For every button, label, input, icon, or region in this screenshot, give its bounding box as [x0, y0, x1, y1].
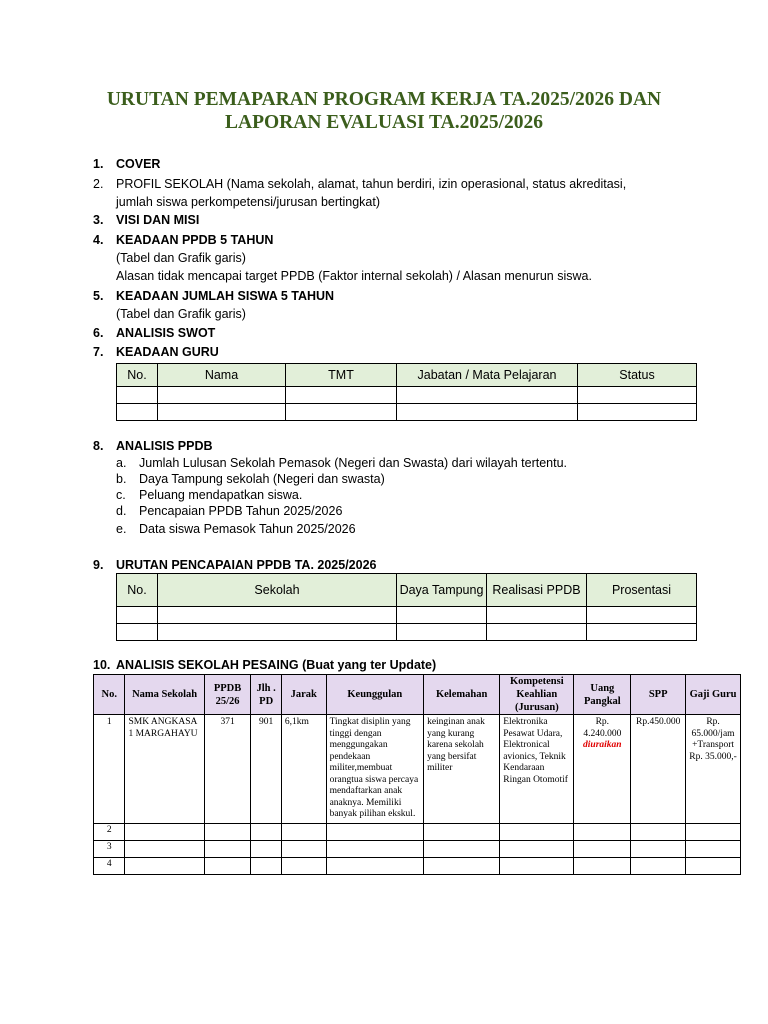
table-row — [117, 624, 697, 641]
header-nama: Nama — [158, 364, 286, 387]
cell-kelemahan: keinginan anak yang kurang karena sekolah yang bersifat militer — [424, 715, 500, 824]
cell-spp: Rp.450.000 — [631, 715, 686, 824]
pencapaian-table — [116, 573, 697, 641]
table-row — [94, 715, 741, 824]
pesaing-table — [93, 674, 741, 875]
header-no: No. — [117, 364, 158, 387]
header-realisasi: Realisasi PPDB — [487, 574, 587, 607]
header-prosentasi: Prosentasi — [587, 574, 697, 607]
ppdb-note-1: (Tabel dan Grafik garis) — [116, 251, 246, 265]
list-item-analisis-ppdb: 8. ANALISIS PPDB — [93, 439, 213, 453]
list-item-visi-misi: 3. VISI DAN MISI — [93, 213, 200, 227]
guru-table — [116, 363, 697, 421]
header-jlh-pd: Jlh . PD — [251, 675, 281, 715]
list-item-keadaan-guru: 7. KEADAAN GURU — [93, 345, 219, 359]
header-nama-sekolah: Nama Sekolah — [125, 675, 204, 715]
guru-table-header — [117, 364, 697, 387]
title-line-1: URUTAN PEMAPARAN PROGRAM KERJA TA.2025/2026 DAN — [106, 89, 662, 110]
header-no: No. — [94, 675, 125, 715]
ppdb-point-d: d. Pencapaian PPDB Tahun 2025/2026 — [116, 504, 343, 518]
ppdb-point-b: b. Daya Tampung sekolah (Negeri dan swasta) — [116, 472, 385, 486]
cell-keunggulan: Tingkat disiplin yang tinggi dengan menggungakan pendekaan militer,membuat orangtua siswa percaya mendaftarkan anak anaknya. Memiliki banyak pilihan ekskul. — [326, 715, 424, 824]
header-ppdb: PPDB 25/26 — [204, 675, 251, 715]
table-row — [94, 840, 741, 857]
pencapaian-table-header — [117, 574, 697, 607]
header-uang-pangkal: Uang Pangkal — [574, 675, 631, 715]
header-gaji-guru: Gaji Guru — [686, 675, 741, 715]
uang-pangkal-note: diuraikan — [583, 740, 622, 750]
table-row — [117, 404, 697, 421]
header-jabatan: Jabatan / Mata Pelajaran — [397, 364, 578, 387]
ppdb-point-a: a. Jumlah Lulusan Sekolah Pemasok (Negeri dan Swasta) dari wilayah tertentu. — [116, 456, 568, 470]
cell-jarak: 6,1km — [281, 715, 326, 824]
header-no: No. — [117, 574, 158, 607]
cell-no: 2 — [94, 823, 125, 840]
list-item-keadaan-ppdb: 4. KEADAAN PPDB 5 TAHUN — [93, 233, 274, 247]
header-kompetensi: Kompetensi Keahlian (Jurusan) — [500, 675, 574, 715]
ppdb-point-c: c. Peluang mendapatkan siswa. — [116, 488, 303, 502]
list-item-swot: 6. ANALISIS SWOT — [93, 326, 216, 340]
header-status: Status — [578, 364, 697, 387]
ppdb-note-2: Alasan tidak mencapai target PPDB (Faktor internal sekolah) / Alasan menurun siswa. — [116, 269, 592, 283]
header-sekolah: Sekolah — [158, 574, 397, 607]
cell-kompetensi: Elektronika Pesawat Udara, Elektronical avionics, Teknik Kendaraan Ringan Otomotif — [500, 715, 574, 824]
list-item-urutan-pencapaian: 9. URUTAN PENCAPAIAN PPDB TA. 2025/2026 — [93, 558, 377, 572]
uang-pangkal-amount: Rp. 4.240.000 — [583, 717, 622, 739]
header-spp: SPP — [631, 675, 686, 715]
header-tmt: TMT — [286, 364, 397, 387]
header-kelemahan: Kelemahan — [424, 675, 500, 715]
list-item-profil-continuation: jumlah siswa perkompetensi/jurusan bertingkat) — [116, 195, 381, 209]
document-title — [40, 88, 728, 134]
cell-ppdb: 371 — [204, 715, 251, 824]
cell-jlh-pd: 901 — [251, 715, 281, 824]
header-keunggulan: Keunggulan — [326, 675, 424, 715]
list-item-cover: 1. COVER — [93, 157, 161, 171]
list-item-sekolah-pesaing: 10. ANALISIS SEKOLAH PESAING (Buat yang ter Update) — [93, 658, 437, 672]
table-row — [94, 823, 741, 840]
table-row — [94, 857, 741, 874]
ppdb-point-e: e. Data siswa Pemasok Tahun 2025/2026 — [116, 522, 356, 536]
title-line-2: LAPORAN EVALUASI TA.2025/2026 — [224, 112, 543, 133]
list-item-profil-sekolah: 2. PROFIL SEKOLAH (Nama sekolah, alamat, tahun berdiri, izin operasional, status akreditasi, — [93, 177, 627, 191]
cell-no: 1 — [94, 715, 125, 824]
cell-no: 3 — [94, 840, 125, 857]
pesaing-table-header — [94, 675, 741, 715]
header-daya-tampung: Daya Tampung — [397, 574, 487, 607]
cell-uang-pangkal — [574, 715, 631, 824]
table-row — [117, 387, 697, 404]
siswa-note: (Tabel dan Grafik garis) — [116, 307, 246, 321]
header-jarak: Jarak — [281, 675, 326, 715]
cell-nama-sekolah: SMK ANGKASA 1 MARGAHAYU — [125, 715, 204, 824]
table-row — [117, 607, 697, 624]
cell-gaji-guru: Rp. 65.000/jam +Transport Rp. 35.000,- — [686, 715, 741, 824]
list-item-jumlah-siswa: 5. KEADAAN JUMLAH SISWA 5 TAHUN — [93, 289, 335, 303]
cell-no: 4 — [94, 857, 125, 874]
